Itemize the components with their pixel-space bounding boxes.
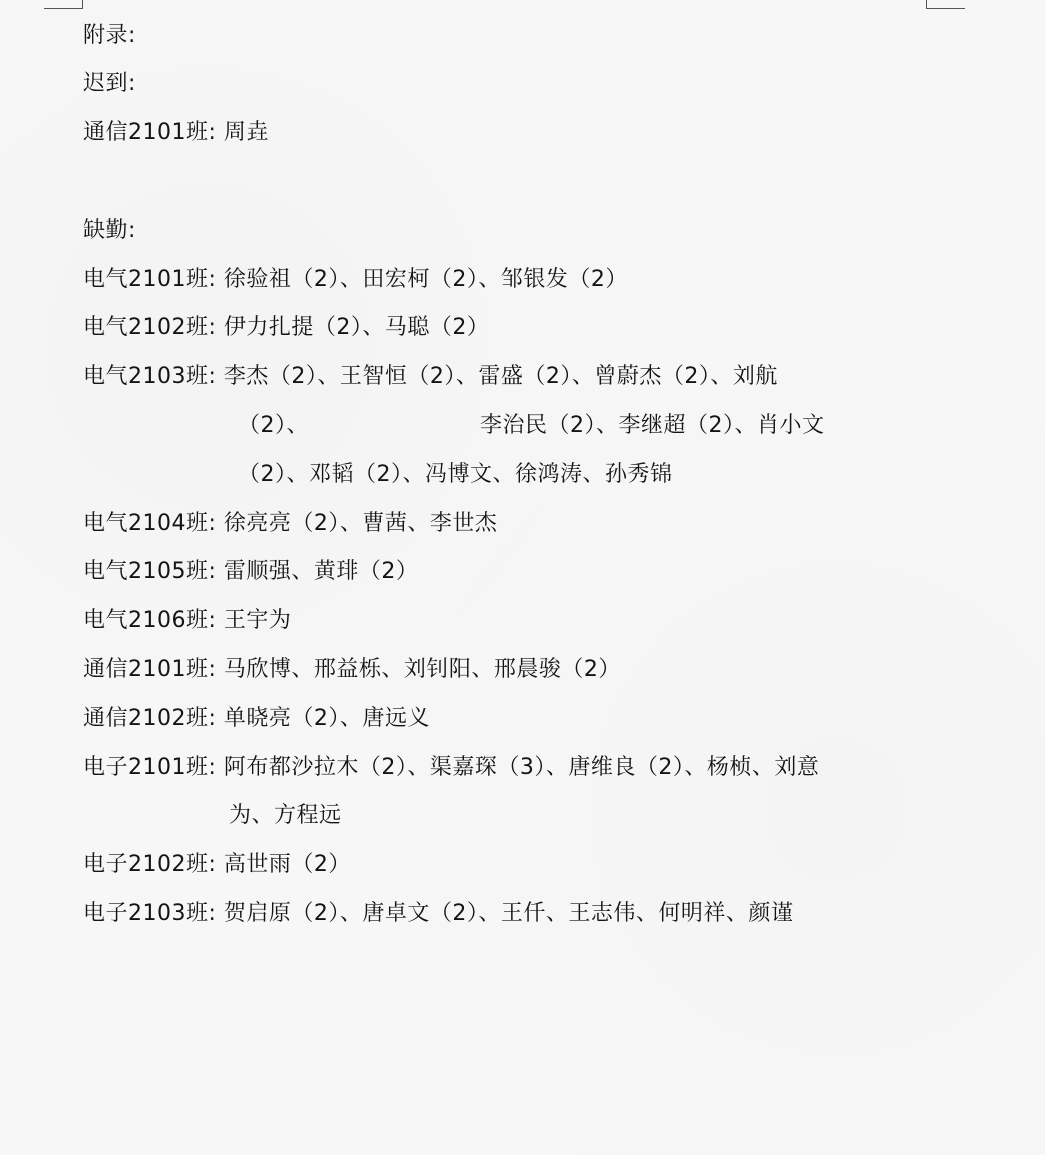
class-label: 电气2103班: xyxy=(83,364,217,389)
student-names: 高世雨（2） xyxy=(223,852,351,877)
absent-entry xyxy=(83,362,778,392)
absent-entry xyxy=(83,753,819,783)
class-label: 电子2102班: xyxy=(83,852,217,877)
crop-mark-top-right xyxy=(926,0,965,9)
absent-entry xyxy=(83,850,351,880)
class-label: 电气2105班: xyxy=(83,559,217,584)
absent-entry xyxy=(83,265,628,295)
student-names: 徐亮亮（2）、曹茜、李世杰 xyxy=(223,511,498,536)
student-names: 徐验祖（2）、田宏柯（2）、邹银发（2） xyxy=(223,267,628,292)
class-label: 电气2101班: xyxy=(83,267,217,292)
class-label: 电子2103班: xyxy=(83,901,217,926)
student-names: 单晓亮（2）、唐远义 xyxy=(223,706,430,731)
class-label: 电子2101班: xyxy=(83,755,217,780)
absent-entry xyxy=(83,313,489,343)
student-names: 伊力扎提（2）、马聪（2） xyxy=(223,315,490,340)
absent-entry xyxy=(83,606,291,636)
absent-entry xyxy=(83,557,418,587)
class-label: 电气2102班: xyxy=(83,315,217,340)
student-names: 王宇为 xyxy=(223,608,292,633)
class-label: 电气2104班: xyxy=(83,511,217,536)
absent-entry xyxy=(83,899,793,929)
class-label: 通信2102班: xyxy=(83,706,217,731)
appendix-title: 附录: xyxy=(83,23,136,48)
student-names: 阿布都沙拉木（2）、渠嘉琛（3）、唐维良（2）、杨桢、刘意 xyxy=(223,755,820,780)
names-continuation: 为、方程远 xyxy=(229,803,342,828)
late-heading: 迟到: xyxy=(83,71,136,96)
names-continuation: 李治民（2）、李继超（2）、肖小文 xyxy=(480,413,825,438)
student-names: 贺启原（2）、唐卓文（2）、王仟、王志伟、何明祥、颜谨 xyxy=(223,901,794,926)
absent-heading: 缺勤: xyxy=(83,218,136,243)
student-names: 李杰（2）、王智恒（2）、雷盛（2）、曾蔚杰（2）、刘航 xyxy=(223,364,778,389)
absent-entry xyxy=(83,509,497,539)
absent-entry xyxy=(83,704,430,734)
student-names: 周垚 xyxy=(223,120,269,145)
class-label: 通信2101班: xyxy=(83,120,217,145)
late-entry xyxy=(83,118,269,148)
names-continuation: （2）、邓韬（2）、冯博文、徐鸿涛、孙秀锦 xyxy=(238,462,673,487)
class-label: 通信2101班: xyxy=(83,657,217,682)
class-label: 电气2106班: xyxy=(83,608,217,633)
crop-mark-top-left xyxy=(44,0,83,9)
student-names: 马欣博、邢益栎、刘钊阳、邢晨骏（2） xyxy=(223,657,621,682)
names-continuation: （2）、 xyxy=(238,413,309,438)
absent-entry xyxy=(83,655,621,685)
student-names: 雷顺强、黄琲（2） xyxy=(223,559,419,584)
